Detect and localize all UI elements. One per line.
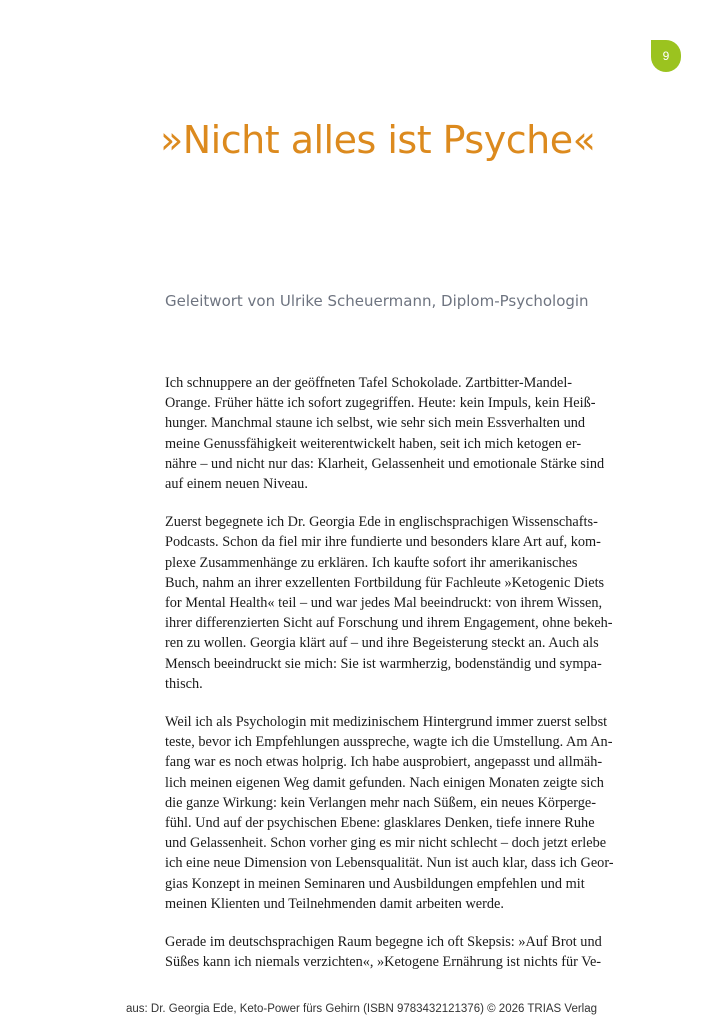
page-number-badge [651,40,681,72]
text-line: nähre – und nicht nur das: Klarheit, Gelassenheit und emotionale Stärke sind [165,455,605,472]
text-line: Weil ich als Psychologin mit medizinischem Hintergrund immer zuerst selbst [165,714,608,731]
paragraph [165,373,640,494]
text-line: Podcasts. Schon da fiel mir ihre fundierte und besonders klare Art auf, kom- [165,534,601,551]
text-line: Zuerst begegnete ich Dr. Georgia Ede in englischsprachigen Wissenschafts- [165,514,598,531]
text-line: die ganze Wirkung: kein Verlangen mehr nach Süßem, ein neues Körperge- [165,794,596,811]
body-text [165,373,640,990]
text-line: gias Konzept in meinen Seminaren und Ausbildungen empfehlen und mit [165,875,585,892]
text-line: for Mental Health« teil – und war jedes Mal beeindruckt: von ihrem Wissen, [165,595,603,612]
text-line: fühl. Und auf der psychischen Ebene: glasklares Denken, tiefe innere Ruhe [165,815,595,832]
text-line: meine Genussfähigkeit weiterentwickelt haben, seit ich mich ketogen er- [165,435,582,452]
text-line: Süßes kann ich niemals verzichten«, »Ketogene Ernährung ist nichts für Ve- [165,954,602,971]
paragraph [165,712,640,914]
text-line: thisch. [165,675,203,692]
source-footer: aus: Dr. Georgia Ede, Keto-Power fürs Gehirn (ISBN 9783432121376) © 2026 TRIAS Verlag [125,1003,598,1015]
text-line: ihrer differenzierten Sicht auf Forschung und ihrem Engagement, ohne bekeh- [165,615,613,632]
text-line: Ich schnuppere an der geöffneten Tafel Schokolade. Zartbitter-Mandel- [165,375,573,391]
paragraph [165,932,640,972]
chapter-subtitle: Geleitwort von Ulrike Scheuermann, Diplom-Psychologin [165,292,589,310]
text-line: hunger. Manchmal staune ich selbst, wie sehr sich mein Essverhalten und [165,415,586,432]
text-line: ren zu wollen. Georgia klärt auf – und ihre Begeisterung steckt an. Auch als [165,635,599,652]
text-line: und Gelassenheit. Schon vorher ging es mir nicht schlecht – doch jetzt erlebe [165,835,607,852]
text-line: auf einem neuen Niveau. [165,476,308,493]
paragraph [165,512,640,694]
text-line: lich meinen eigenen Weg damit gefunden. Nach einigen Monaten zeigte sich [165,774,604,791]
text-line: Mensch beeindruckt sie mich: Sie ist warmherzig, bodenständig und sympa- [165,655,602,672]
text-line: Gerade im deutschsprachigen Raum begegne ich oft Skepsis: »Auf Brot und [165,934,602,951]
text-line: Orange. Früher hätte ich sofort zugegriffen. Heute: kein Impuls, kein Heiß- [165,395,596,412]
chapter-title: »Nicht alles ist Psyche« [160,118,596,162]
text-line: ich eine neue Dimension von Lebensqualität. Nun ist auch klar, dass ich Geor- [165,855,614,872]
text-line: Buch, nahm an ihrer exzellenten Fortbildung für Fachleute »Ketogenic Diets [165,574,605,591]
text-line: teste, bevor ich Empfehlungen ausspreche, wagte ich die Umstellung. Am An- [165,734,613,751]
text-line: plexe Zusammenhänge zu erklären. Ich kaufte sofort ihr amerikanisches [165,554,578,571]
text-line: meinen Klienten und Teilnehmenden damit arbeiten werde. [165,895,504,912]
page-number: 9 [662,49,670,63]
text-line: fang war es noch etwas holprig. Ich habe ausprobiert, angepasst und allmäh- [165,754,603,771]
